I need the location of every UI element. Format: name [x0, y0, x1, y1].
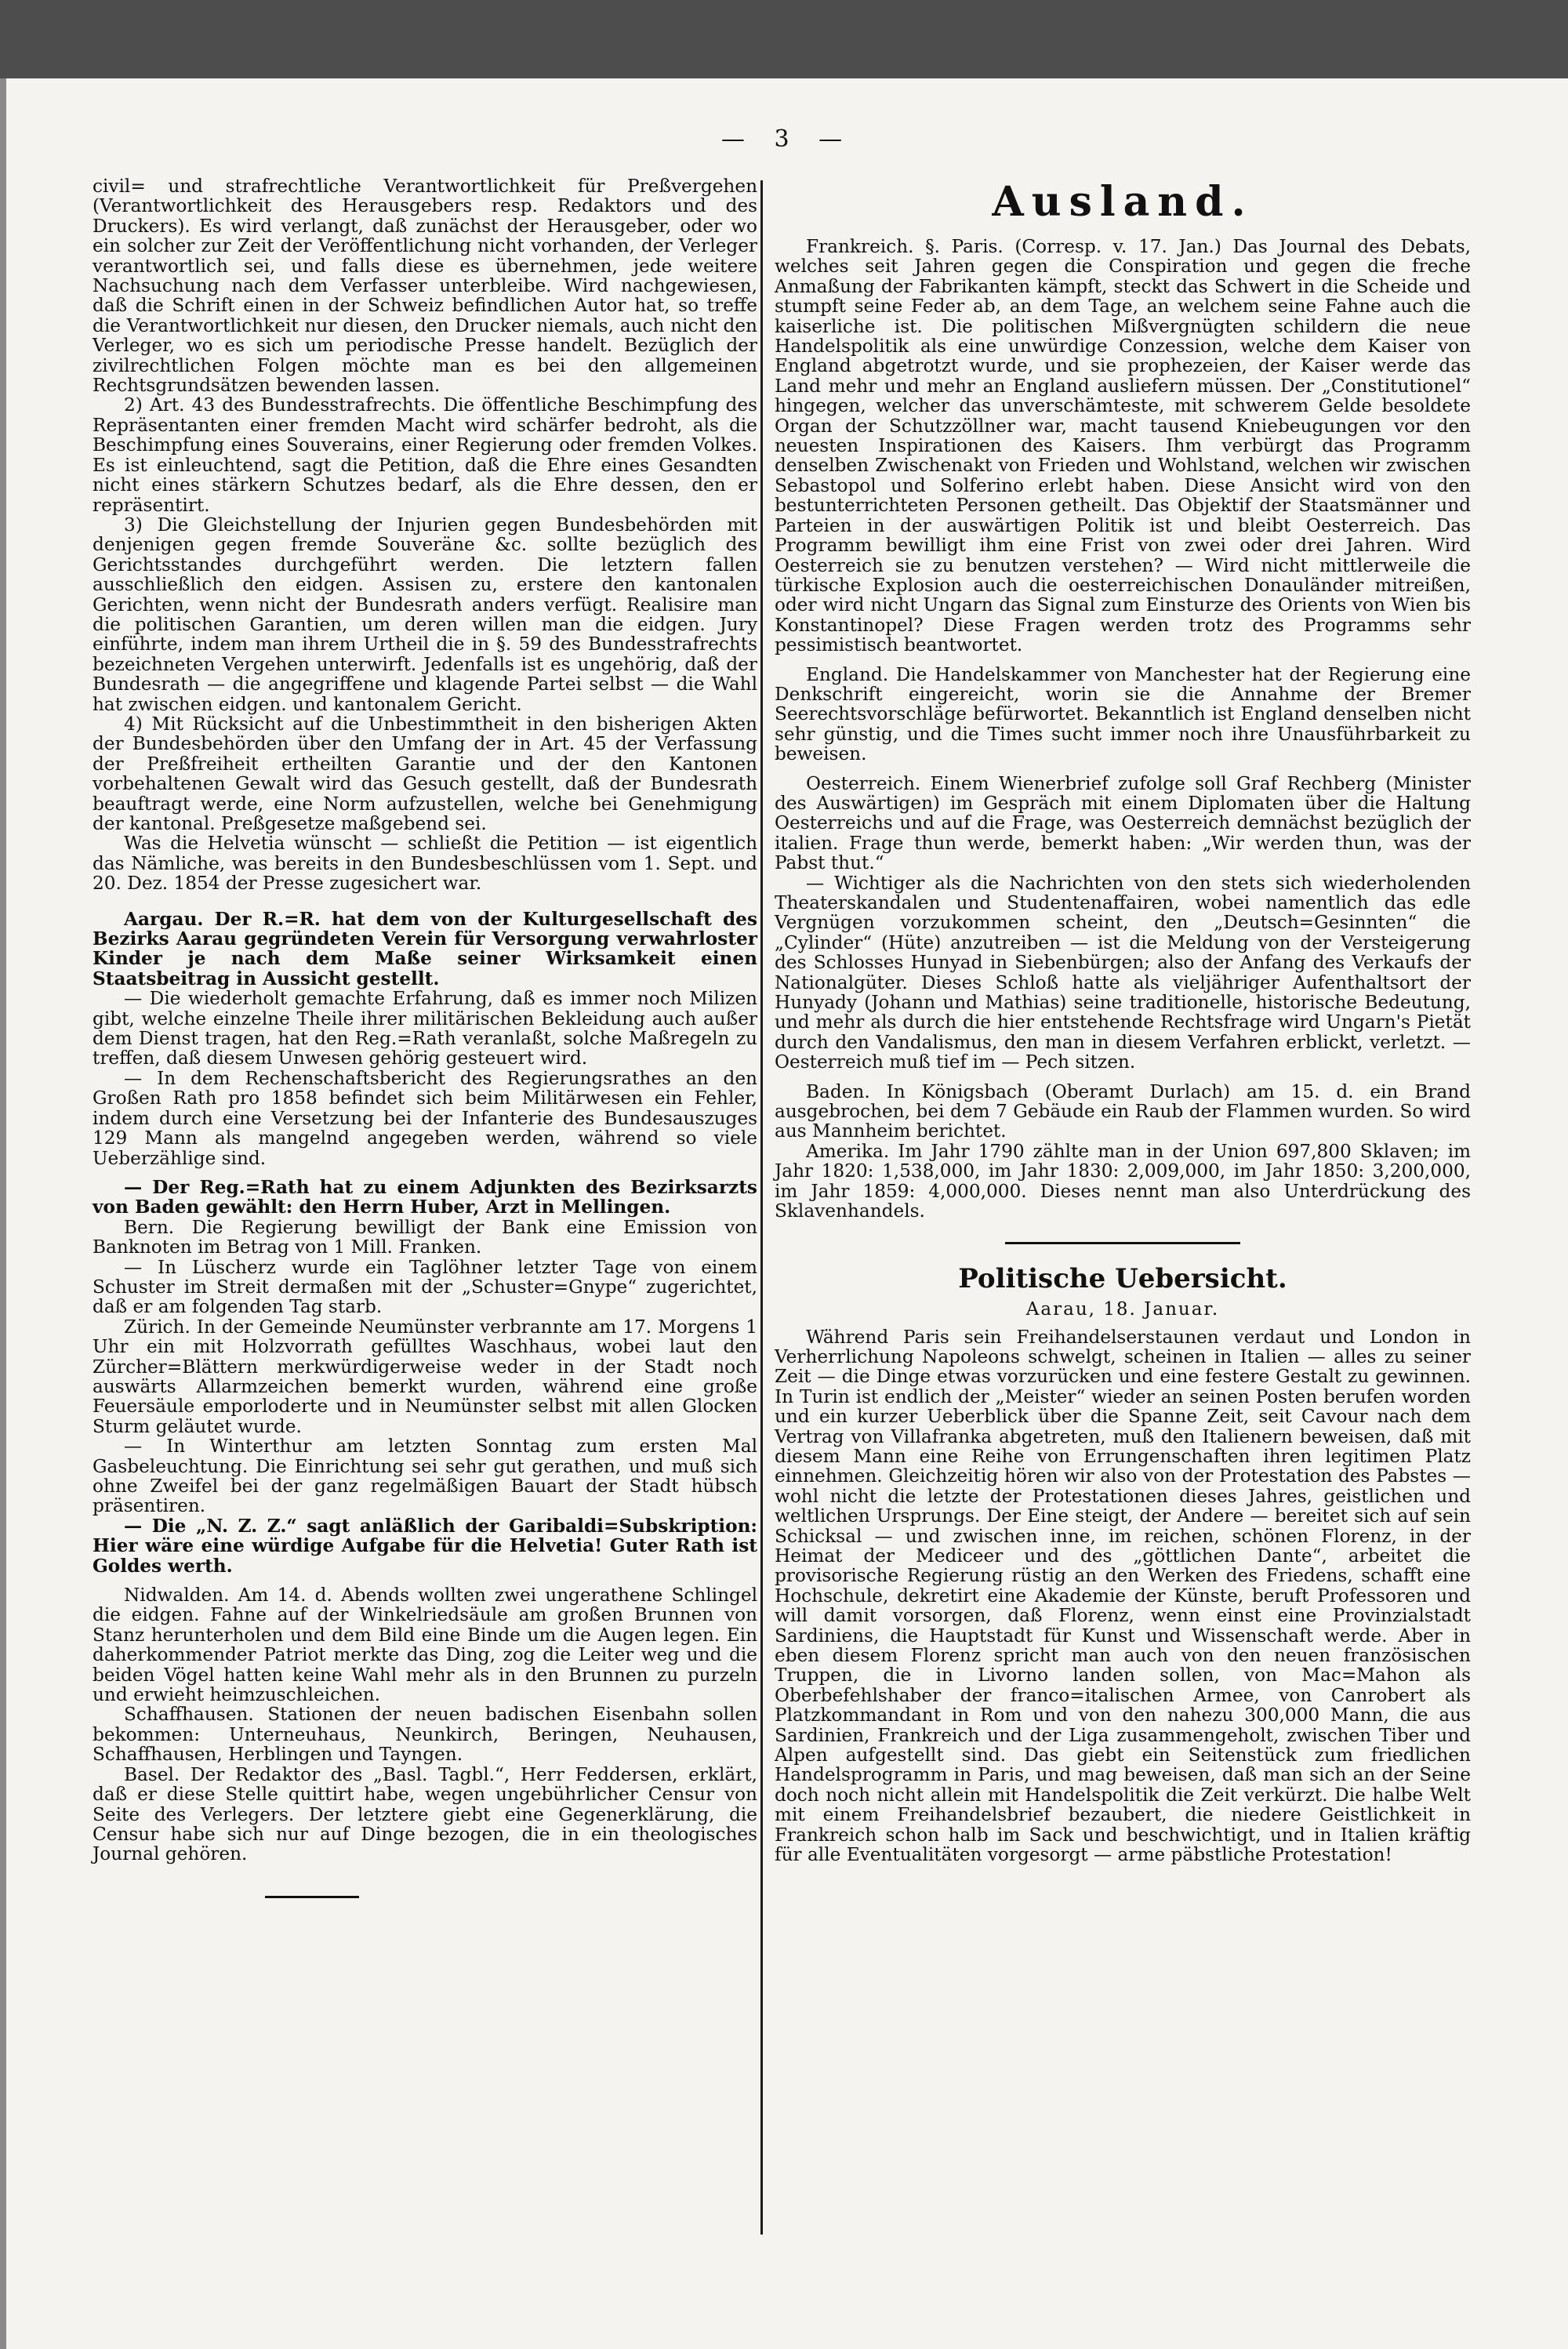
news-item: — Die „N. Z. Z.“ sagt anläßlich der Garibaldi=Subskription: Hier wäre eine würdige Aufgabe für die Helvetia! Guter Rath ist Goldes werth. [93, 1515, 757, 1577]
right-column [775, 176, 1471, 1864]
news-item: — Der Reg.=Rath hat zu einem Adjunkten des Bezirksarzts von Baden gewählt: den Herrn Huber, Arzt in Mellingen. [93, 1176, 757, 1218]
news-item-england: England. Die Handelskammer von Manchester hat der Regierung eine Denkschrift eingereicht, worin sie die Annahme der Bremer Seerechtsvorschläge befürwortet. Bekanntlich ist England denselben nicht sehr günstig, und die Times sucht immer noch ihre Unausführbarkeit zu beweisen. [775, 663, 1471, 765]
article-paragraph: 4) Mit Rücksicht auf die Unbestimmtheit in den bisherigen Akten der Bundesbehörden über den Umfang der in Art. 45 der Verfassung der Preßfreiheit ertheilten Garantie und der den Kantonen vorbehaltenen Gewalt wird das Gesuch gestellt, daß der Bundesrath beauftragt werde, eine Norm aufzustellen, welche bei Genehmigung der kantonal. Preßgesetze maßgebend sei. [93, 713, 757, 834]
column-divider [760, 180, 763, 2235]
section-rule [1005, 1242, 1240, 1244]
newspaper-page [6, 78, 1568, 2349]
news-item-amerika: Amerika. Im Jahr 1790 zählte man in der Union 697,800 Sklaven; im Jahr 1820: 1,538,000, im Jahr 1830: 2,009,000, im Jahr 1850: 3,200,000, im Jahr 1859: 4,000,000. Dieses nennt man also Unterdrückung des Sklavenhandels. [775, 1140, 1471, 1222]
news-item: — Wichtiger als die Nachrichten von den stets sich wiederholenden Theaterskandalen und Studentenaffairen, wobei namentlich das edle Vergnügen vorzukommen scheint, den „Deutsch=Gesinnten“ die „Cylinder“ (Hüte) anzutreiben — ist die Meldung von der Versteigerung des Schlosses Hunyad in Siebenbürgen; also der Anfang des Verkaufs der Nationalgüter. Dieses Schloß hatte als vieljähriger Aufenthaltsort der Hunyady (Johann und Mathias) seine traditionelle, historische Bedeutung, und mehr als durch die hier entstehende Rechtsfrage wird Ungarn's Pietät durch den Vandalismus, den man in diesem Verfahren erblickt, verletzt. — Oesterreich muß tief im — Pech sitzen. [775, 872, 1471, 1073]
news-item-nidwalden: Nidwalden. Am 14. d. Abends wollten zwei ungerathene Schlingel die eidgen. Fahne auf der Winkelriedsäule am großen Brunnen von Stanz herunterholen und dem Bild eine Binde um die Augen legen. Ein daherkommender Patriot merkte das Ding, zog die Leiter weg und die beiden Vögel hatten keine Wahl mehr als in den Brunnen zu purzeln und erwieht heimzuschleichen. [93, 1585, 757, 1706]
section-heading-ausland: Ausland. [992, 178, 1254, 226]
section-heading-politische-uebersicht: Politische Uebersicht. [958, 1262, 1287, 1294]
article-paragraph: Was die Helvetia wünscht — schließt die Petition — ist eigentlich das Nämliche, was bereits in den Bundesbeschlüssen vom 1. Sept. und 20. Dez. 1854 der Presse zugesichert war. [93, 833, 757, 895]
news-item: — In dem Rechenschaftsbericht des Regierungsrathes an den Großen Rath pro 1858 befindet sich beim Militärwesen ein Fehler, indem durch eine Versetzung bei der Infanterie des Bundesauszuges 129 Mann als mangelnd angegeben werden, während so viele Ueberzählige sind. [93, 1067, 757, 1169]
left-column [93, 176, 757, 1898]
news-item: — In Lüscherz wurde ein Taglöhner letzter Tage von einem Schuster im Streit dermaßen mit der „Schuster=Gnype“ zugerichtet, daß er am folgenden Tag starb. [93, 1256, 757, 1318]
dateline: Aarau, 18. Januar. [1025, 1298, 1220, 1320]
page-number: — 3 — [720, 125, 854, 153]
news-item-oesterreich: Oesterreich. Einem Wienerbrief zufolge soll Graf Rechberg (Minister des Auswärtigen) im Gespräch mit einem Diplomaten über die Haltung Oesterreichs und auf die Frage, was Oesterreich demnächst bezüglich der italien. Frage thun werde, bemerkt haben: „Wir werden thun, was der Pabst thut.“ [775, 772, 1471, 874]
article-paragraph: civil= und strafrechtliche Verantwortlichkeit für Preßvergehen (Verantwortlichkeit des Herausgebers resp. Redaktors und des Druckers). Es wird verlangt, daß zunächst der Herausgeber, oder wo ein solcher zur Zeit der Veröffentlichung nicht vorhanden, der Verleger verantwortlich sei, und falls diese es übernehmen, jede weitere Nachsuchung nach dem Verfasser unterbleibe. Wird nachgewiesen, daß die Schrift einen in der Schweiz befindlichen Autor hat, so treffe die Verantwortlichkeit nur diesen, den Drucker niemals, auch nicht den Verleger, wo es sich um periodische Presse handelt. Bezüglich der zivilrechtlichen Folgen möchte man es bei den allgemeinen Rechtsgrundsätzen bewenden lassen. [93, 176, 757, 397]
overview-paragraph: Während Paris sein Freihandelserstaunen verdaut und London in Verherrlichung Napoleons schwelgt, scheinen in Italien — alles zu seiner Zeit — die Dinge etwas vorzurücken und eine festere Gestalt zu gewinnen. In Turin ist endlich der „Meister“ wieder an seinen Posten berufen worden und ein kurzer Ueberblick über die Spanne Zeit, seit Cavour nach dem Vertrag von Villafranka abgetreten, muß den Italienern beweisen, daß mit diesem Mann eine Reihe von Errungenschaften ihren legitimen Platz einnehmen. Gleichzeitig hören wir also von der Protestation des Pabstes — wohl nicht die letzte der Protestationen dieses Jahres, geistlichen und weltlichen Ursprungs. Der Eine steigt, der Andere — bereitet sich auf sein Schicksal — und zwischen inne, im reichen, schönen Florenz, in der Heimat der Mediceer und des „göttlichen Dante“, arbeitet die provisorische Regierung rüstig an den Werken des Friedens, schafft eine Hochschule, dekretirt eine Akademie der Künste, beruft Professoren und will damit vorsorgen, daß Florenz, wenn einst eine Provinzialstadt Sardiniens, die Hauptstadt für Kunst und Wissenschaft werde. Aber in eben diesem Florenz spricht man auch von den neuen französischen Truppen, die in Livorno landen sollen, von Mac=Mahon als Oberbefehlshaber der franco=italischen Armee, von Canrobert als Platzkommandant in Rom und von den nahezu 300,000 Mann, die aus Sardinien, Frankreich und der Liga zusammengeholt, zwischen Tiber und Alpen aufgestellt sind. Das giebt ein Seitenstück zum friedlichen Handelsprogramm in Paris, und mag beweisen, daß man sich an der Seine doch noch nicht allein mit Handelspolitik die Zeit verkürzt. Die halbe Welt mit einem Freihandelsbrief bezaubert, die niedere Geistlichkeit in Frankreich schon halb im Sack und beschwichtigt, und in Italien kräftig für alle Eventualitäten vorgesorgt — arme päbstliche Protestation! [775, 1326, 1471, 1866]
news-item-aargau: Aargau. Der R.=R. hat dem von der Kulturgesellschaft des Bezirks Aarau gegründeten Verein für Versorgung verwahrloster Kinder je nach dem Maße seiner Wirksamkeit einen Staatsbeitrag in Aussicht gestellt. [93, 908, 757, 989]
news-item-zuerich: Zürich. In der Gemeinde Neumünster verbrannte am 17. Morgens 1 Uhr ein mit Holzvorrath gefülltes Waschhaus, wobei laut den Zürcher=Blättern merkwürdigerweise weder in der Stadt noch auswärts Allarmzeichen bemerkt wurden, während eine große Feuersäule emporloderte und in Neumünster selbst mit allen Glocken Sturm geläutet wurde. [93, 1316, 757, 1437]
end-rule [265, 1896, 359, 1898]
news-item: — In Winterthur am letzten Sonntag zum ersten Mal Gasbeleuchtung. Die Einrichtung sei sehr gut gerathen, und muß sich ohne Zweifel bei der ganz regelmäßigen Bauart der Stadt hübsch präsentiren. [93, 1436, 757, 1517]
news-item-baden: Baden. In Königsbach (Oberamt Durlach) am 15. d. ein Brand ausgebrochen, bei dem 7 Gebäude ein Raub der Flammen wurden. So wird aus Mannheim berichtet. [775, 1080, 1471, 1142]
news-item-basel: Basel. Der Redaktor des „Basl. Tagbl.“, Herr Feddersen, erklärt, daß er diese Stelle quittirt habe, wegen ungebührlicher Censur von Seite des Verlegers. Der letztere giebt eine Gegenerklärung, die Censur habe sich nur auf Dinge bezogen, die in ein theologisches Journal gehören. [93, 1763, 757, 1865]
news-item-frankreich: Frankreich. §. Paris. (Corresp. v. 17. Jan.) Das Journal des Debats, welches seit Jahren gegen die Conspiration und gegen die freche Anmaßung der Fabrikanten kämpft, steckt das Schwert in die Scheide und stumpft seine Feder ab, an dem Tage, an welchem seine Fahne auch die kaiserliche ist. Die politischen Mißvergnügten schildern die neue Handelspolitik als eine unwürdige Conzession, welche dem Kaiser von England abgetrotzt wurde, und sie prophezeien, der Kaiser werde das Land mehr und mehr an England ausliefern müssen. Der „Constitutionel“ hingegen, welcher das unverschämteste, mit schwerem Gelde besoldete Organ der Schutzzöllner war, macht tausend Kniebeugungen vor den neuesten Inspirationen des Kaisers. Ihm verbürgt das Programm denselben Zwischenakt von Frieden und Wohlstand, welchen wir zwischen Sebastopol und Solferino erlebt haben. Diese Ansicht wird von den bestunterrichteten Personen getheilt. Das Objektif der Staatsmänner und Parteien in der auswärtigen Politik ist und bleibt Oesterreich. Das Programm bewilligt ihm eine Frist von zwei oder drei Jahren. Wird Oesterreich sie zu benutzen verstehen? — Wird nicht mittlerweile die türkische Explosion auch die oesterreichischen Donauländer mitreißen, oder wird nicht Ungarn das Signal zum Einsturze des Orients von Wien bis Konstantinopel? Diese Fragen werden trotz des Programms sehr pessimistisch beantwortet. [775, 236, 1471, 656]
news-item: — Die wiederholt gemachte Erfahrung, daß es immer noch Milizen gibt, welche einzelne Theile ihrer militärischen Bekleidung auch außer dem Dienst tragen, hat den Reg.=Rath veranlaßt, solche Maßregeln zu treffen, daß diesem Unwesen gehörig gesteuert wird. [93, 988, 757, 1069]
news-item-schaffhausen: Schaffhausen. Stationen der neuen badischen Eisenbahn sollen bekommen: Unterneuhaus, Neunkirch, Beringen, Neuhausen, Schaffhausen, Herblingen und Tayngen. [93, 1704, 757, 1766]
news-item-bern: Bern. Die Regierung bewilligt der Bank eine Emission von Banknoten im Betrag von 1 Mill. Franken. [93, 1216, 757, 1258]
scanner-top-bar [0, 0, 1568, 78]
article-paragraph: 2) Art. 43 des Bundesstrafrechts. Die öffentliche Beschimpfung des Repräsentanten einer fremden Macht wird schärfer bedroht, als die Beschimpfung eines Souverains, einer Regierung oder fremden Volkes. Es ist einleuchtend, sagt die Petition, daß die Ehre eines Gesandten nicht eines stärkern Schutzes bedarf, als die Ehre dessen, den er repräsentirt. [93, 394, 757, 516]
article-paragraph: 3) Die Gleichstellung der Injurien gegen Bundesbehörden mit denjenigen gegen fremde Souveräne &c. sollte bezüglich des Gerichtsstandes durchgeführt werden. Die letztern fallen ausschließlich den eidgen. Assisen zu, erstere den kantonalen Gerichten, wenn nicht der Bundesrath anders verfügt. Realisire man die politischen Garantien, um deren willen man die eidgen. Jury einführte, indem man ihrem Urtheil die in §. 59 des Bundesstrafrechts bezeichneten Vergehen unterwirft. Jedenfalls ist es ungehörig, daß der Bundesrath — die angegriffene und klagende Partei selbst — die Wahl hat zwischen eidgen. und kantonalem Gericht. [93, 514, 757, 715]
